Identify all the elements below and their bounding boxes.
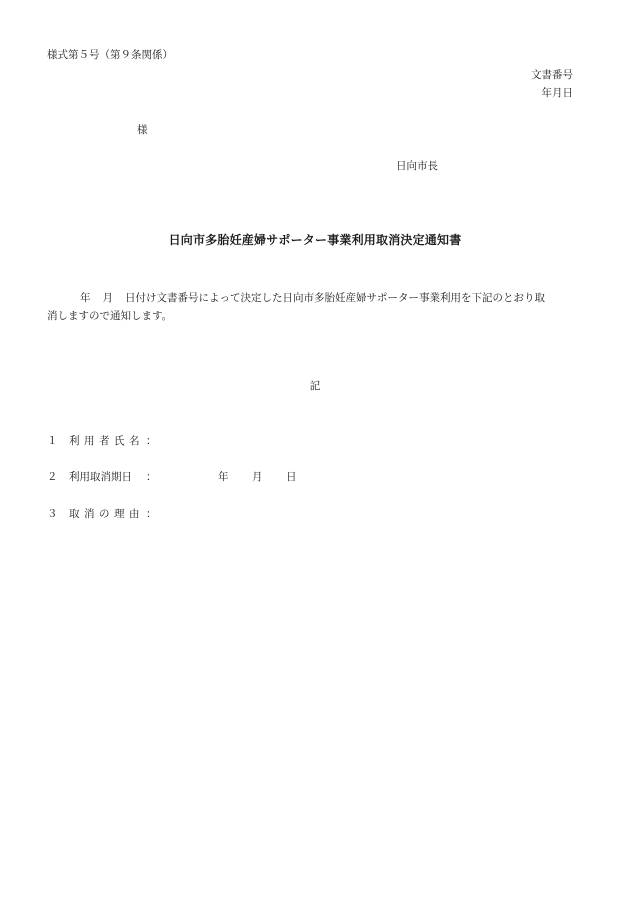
body-month-word: 月	[102, 292, 113, 304]
body-line-2: 消しますので通知します。	[47, 310, 173, 322]
item-label: 利用者氏名	[69, 435, 144, 447]
addressee-suffix: 様	[137, 124, 148, 136]
document-title: 日向市多胎妊産婦サポーター事業利用取消決定通知書	[168, 233, 462, 247]
document-date-label: 年月日	[541, 87, 573, 99]
record-heading: 記	[309, 380, 321, 392]
body-paragraph	[47, 289, 579, 325]
item-user-name	[47, 436, 166, 447]
date-day-word: 日	[286, 471, 297, 483]
body-line1-rest: 日付け文書番号によって決定した日向市多胎妊産婦サポーター事業利用を下記のとおり取	[125, 292, 545, 304]
item-colon: ：	[146, 471, 157, 483]
item-cancel-reason	[47, 509, 166, 520]
date-month-word: 月	[252, 471, 263, 483]
item-label: 取消の理由	[69, 508, 144, 520]
item-colon: ：	[146, 508, 157, 520]
item-cancel-date	[47, 472, 297, 483]
item-number: ３	[47, 508, 58, 520]
body-line-1	[47, 289, 579, 307]
date-year-word: 年	[218, 471, 229, 483]
item-colon: ：	[146, 435, 157, 447]
form-number: 様式第５号（第９条関係）	[47, 49, 173, 61]
item-number: １	[47, 435, 58, 447]
item-label: 利用取消期日	[69, 471, 132, 483]
cancel-date-fields	[218, 472, 297, 483]
item-number: ２	[47, 471, 58, 483]
body-year-word: 年	[80, 292, 91, 304]
document-number-label: 文書番号	[531, 69, 573, 81]
issuer-name: 日向市長	[396, 160, 438, 172]
